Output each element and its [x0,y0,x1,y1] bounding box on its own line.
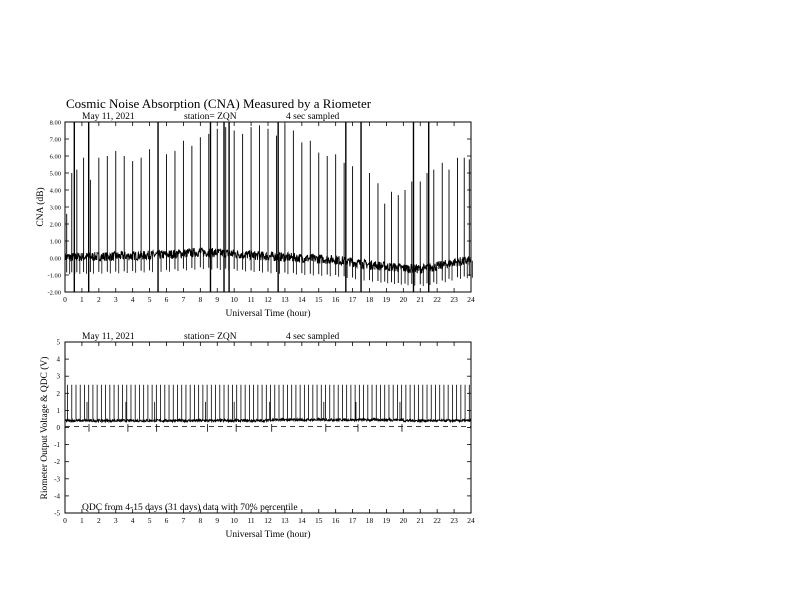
y-tick-label: 2 [56,389,60,398]
x-tick-label: 3 [113,295,118,304]
y-tick-label: -2 [54,458,60,467]
x-tick-label: 15 [315,516,323,525]
x-tick-label: 20 [399,295,408,304]
x-tick-label: 14 [298,295,306,304]
x-tick-label: 23 [450,295,458,304]
x-tick-label: 19 [382,295,391,304]
x-tick-label: 14 [298,516,306,525]
cna-panel [35,112,475,319]
x-tick-label: 17 [348,516,357,525]
x-tick-label: 7 [181,295,186,304]
voltage-header-station: station= ZQN [184,332,237,342]
y-tick-label: 8.00 [49,119,61,127]
x-tick-label: 13 [281,516,289,525]
voltage-plot-frame [65,342,471,513]
x-tick-label: 17 [348,295,357,304]
y-tick-label: -4 [54,492,60,501]
voltage-panel [39,332,475,540]
y-tick-label: -2.00 [47,289,61,297]
cna-data-layer [65,122,472,292]
x-tick-label: 0 [63,516,67,525]
y-tick-label: 4.00 [49,187,61,195]
x-tick-label: 7 [181,516,186,525]
voltage-axes [54,339,475,526]
x-tick-label: 11 [247,516,255,525]
x-tick-label: 1 [80,516,84,525]
qdc-annotation: QDC from 4-15 days (31 days) data with 70% percentile [82,503,298,513]
y-tick-label: -5 [54,509,60,518]
x-tick-label: 18 [365,295,374,304]
y-tick-label: 4 [56,355,60,364]
x-tick-label: 24 [467,516,475,525]
y-tick-label: 0 [56,424,60,432]
x-tick-label: 10 [230,516,238,525]
x-tick-label: 4 [130,295,135,304]
x-tick-label: 6 [164,295,169,304]
x-tick-label: 22 [433,516,441,525]
x-tick-label: 21 [416,295,424,304]
x-tick-label: 15 [315,295,323,304]
voltage-x-axis-label: Universal Time (hour) [225,530,311,540]
x-tick-label: 11 [247,295,255,304]
x-tick-label: 24 [467,295,475,304]
x-tick-label: 1 [80,295,84,304]
x-tick-label: 9 [215,516,220,525]
figure-title: Cosmic Noise Absorption (CNA) Measured by a Riometer [66,96,372,111]
cna-axes [47,120,475,305]
y-tick-label: 0.00 [49,255,61,263]
x-tick-label: 8 [198,516,203,525]
x-tick-label: 19 [382,516,391,525]
y-tick-label: 3.00 [49,204,61,212]
y-tick-label: 7.00 [49,136,61,144]
y-tick-label: 6.00 [49,153,61,161]
x-tick-label: 13 [281,295,289,304]
y-tick-label: 5.00 [49,170,61,178]
voltage-y-axis-label: Riometer Output Voltage & QDC (V) [40,356,50,500]
y-tick-label: -1.00 [47,272,61,280]
x-tick-label: 0 [63,295,67,304]
x-tick-label: 16 [331,295,340,304]
voltage-data-layer [65,385,471,432]
y-tick-label: 3 [56,372,60,381]
x-tick-label: 10 [230,295,238,304]
x-tick-label: 12 [264,516,272,525]
x-tick-label: 22 [433,295,441,304]
x-tick-label: 18 [365,516,374,525]
x-tick-label: 20 [399,516,408,525]
cna-header-station: station= ZQN [184,112,237,122]
cna-y-axis-label: CNA (dB) [36,187,46,227]
x-tick-label: 4 [130,516,135,525]
voltage-header-sampling: 4 sec sampled [286,332,340,342]
x-tick-label: 6 [164,516,169,525]
x-tick-label: 5 [147,295,152,304]
y-tick-label: -3 [54,475,60,484]
y-tick-label: 5 [56,338,60,347]
cna-header-sampling: 4 sec sampled [286,112,340,122]
x-tick-label: 16 [331,516,340,525]
x-tick-label: 21 [416,516,424,525]
x-tick-label: 5 [147,516,152,525]
y-tick-label: 1 [56,406,60,415]
cna-header-date: May 11, 2021 [82,112,135,122]
x-tick-label: 12 [264,295,272,304]
x-tick-label: 3 [113,516,118,525]
y-tick-label: 1.00 [49,238,61,246]
x-tick-label: 2 [96,295,101,304]
x-tick-label: 9 [215,295,220,304]
y-tick-label: -1 [54,441,60,450]
x-tick-label: 2 [96,516,101,525]
cna-x-axis-label: Universal Time (hour) [225,309,311,319]
x-tick-label: 23 [450,516,458,525]
y-tick-label: 2.00 [49,221,61,229]
voltage-header-date: May 11, 2021 [82,332,135,342]
x-tick-label: 8 [198,295,203,304]
